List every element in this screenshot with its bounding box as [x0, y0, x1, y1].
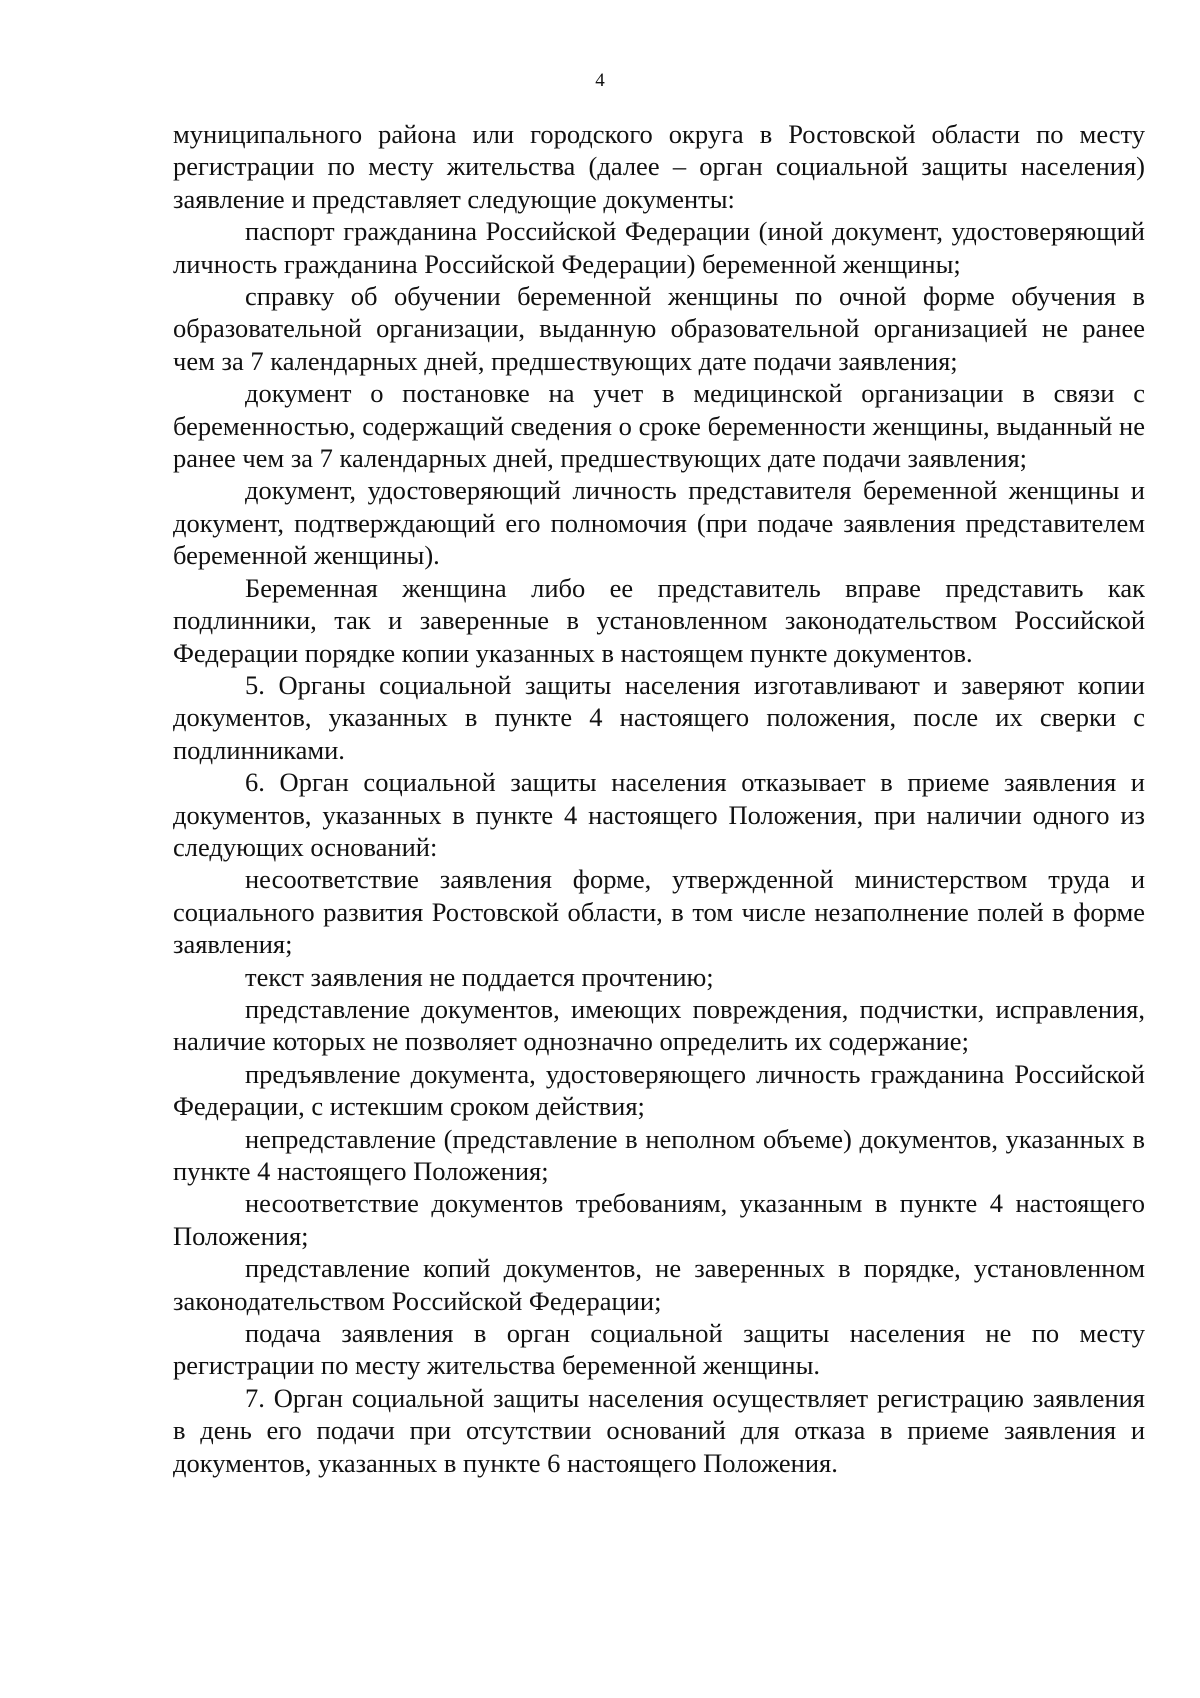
paragraph: справку об обучении беременной женщины по очной форме обучения в образовательной организации, выданную образовательной организацией не ранее чем за 7 календарных дней, предшествующих дате подачи заявления; — [173, 281, 1145, 376]
paragraph: предъявление документа, удостоверяющего личность гражданина Российской Федерации, с истекшим сроком действия; — [173, 1058, 1145, 1122]
paragraph: документ, удостоверяющий личность представителя беременной женщины и документ, подтверждающий его полномочия (при подаче заявления представителем беременной женщины). — [173, 475, 1145, 571]
paragraph: паспорт гражданина Российской Федерации (иной документ, удостоверяющий личность гражданина Российской Федерации) беременной женщины; — [173, 216, 1145, 279]
paragraph: документ о постановке на учет в медицинской организации в связи с беременностью, содержащий сведения о сроке беременности женщины, выданный не ранее чем за 7 календарных дней, предшествующих дате подачи заявления; — [173, 378, 1145, 474]
paragraph: подача заявления в орган социальной защиты населения не по месту регистрации по месту жительства беременной женщины. — [173, 1318, 1145, 1381]
document-body — [173, 118, 1145, 1479]
paragraph: текст заявления не поддается прочтению; — [245, 961, 714, 992]
paragraph: несоответствие документов требованиям, указанным в пункте 4 настоящего Положения; — [173, 1188, 1145, 1251]
paragraph: представление документов, имеющих повреждения, подчистки, исправления, наличие которых не позволяет однозначно определить их содержание; — [173, 993, 1145, 1057]
paragraph: 7. Орган социальной защиты населения осуществляет регистрацию заявления в день его подачи при отсутствии оснований для отказа в приеме заявления и документов, указанных в пункте 6 настоящего Положения. — [173, 1382, 1145, 1478]
paragraph: представление копий документов, не заверенных в порядке, установленном законодательством Российской Федерации; — [173, 1253, 1145, 1316]
paragraph: непредставление (представление в неполном объеме) документов, указанных в пункте 4 настоящего Положения; — [173, 1123, 1145, 1186]
paragraph: несоответствие заявления форме, утвержденной министерством труда и социального развития Ростовской области, в том числе незаполнение полей в форме заявления; — [173, 864, 1145, 960]
paragraph: 5. Органы социальной защиты населения изготавливают и заверяют копии документов, указанных в пункте 4 настоящего положения, после их сверки с подлинниками. — [173, 669, 1145, 765]
paragraph: муниципального района или городского округа в Ростовской области по месту регистрации по месту жительства (далее – орган социальной защиты населения) заявление и представляет следующие документы: — [173, 119, 1145, 214]
page-number: 4 — [595, 70, 605, 91]
paragraph: 6. Орган социальной защиты населения отказывает в приеме заявления и документов, указанных в пункте 4 настоящего Положения, при наличии одного из следующих оснований: — [173, 767, 1145, 862]
paragraph: Беременная женщина либо ее представитель вправе представить как подлинники, так и заверенные в установленном законодательством Российской Федерации порядке копии указанных в настоящем пункте документов. — [173, 572, 1145, 668]
